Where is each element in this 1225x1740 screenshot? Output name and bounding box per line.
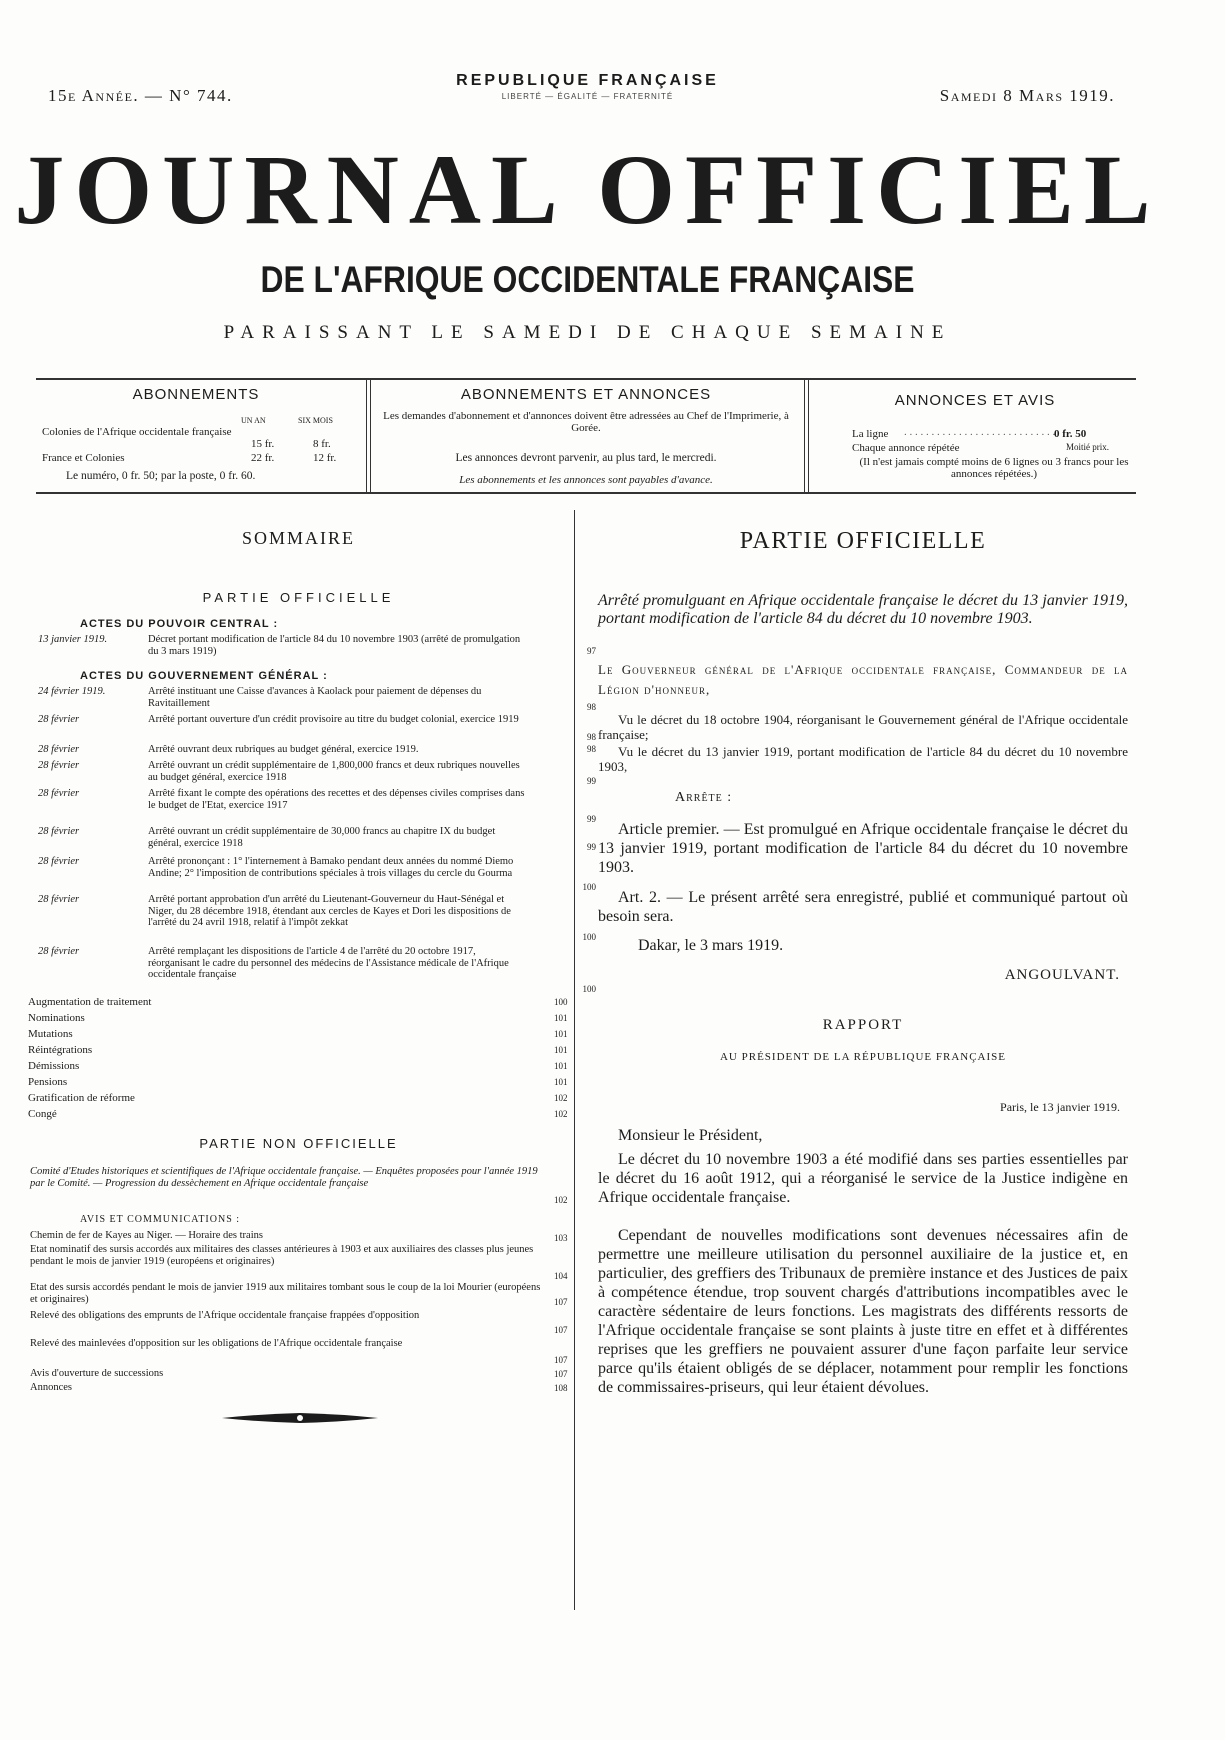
subscriptions-heading: ABONNEMENTS [132,386,260,403]
entry-date: 28 février [38,760,80,771]
signature: ANGOULVANT. [1004,967,1120,983]
entry-page: 107 [554,1325,568,1335]
subscription-box [36,378,1136,494]
article-premier: Article premier. — Est promulgué en Afrique occidentale française le décret du 13 janvier 1919, portant modification de l'article 84 du décret du 10 novembre 1903. [598,821,1128,876]
entry-date: 28 février [38,788,80,799]
entry-page: 102 [554,1109,568,1119]
entry-text: Arrêté ouvrant deux rubriques au budget général, exercice 1919. [148,744,419,755]
entry-page: 100 [582,984,596,994]
avis-entry: Etat nominatif des sursis accordés aux militaires des classes antérieures à 1903 et aux auxiliaires des classes plus jeunes pendant le mois de janvier 1919 (européens et originaires) [30,1244,534,1267]
rapport-heading: RAPPORT [822,1017,904,1033]
entry-date: 28 février [38,826,80,837]
rapport-paragraph-1: Le décret du 10 novembre 1903 a été modifié dans ses parties essentielles par le décret du 16 août 1912, qui a réorganisé le service de la Justice indigène en Afrique occidentale française. [598,1151,1128,1206]
arrete-title: Arrêté promulguant en Afrique occidentale française le décret du 13 janvier 1919, portant modification de l'article 84 du décret du 10 novembre 1903. [598,592,1128,627]
entry-page: 100 [582,882,596,892]
annonces-avis-column [814,380,1136,492]
entry-page: 107 [554,1369,568,1379]
sommaire-misc-entry: Congé [28,1108,57,1120]
sommaire-misc-entry: Réintégrations [28,1044,93,1056]
colonies-year-price: 15 fr. [251,438,275,450]
sommaire-misc-entry: Démissions [28,1060,80,1072]
entry-page: 102 [554,1195,568,1205]
entry-page: 98 [587,744,596,754]
entry-text: Arrêté remplaçant les dispositions de l'article 4 de l'arrêté du 20 octobre 1917, réorganisant le cadre du personnel des médecins de l'Assistance médicale de l'Afrique occidentale française [148,946,509,980]
sommaire-misc-entry: Pensions [28,1076,68,1088]
colonies-six-price: 8 fr. [313,438,331,450]
partie-officielle-title: PARTIE OFFICIELLE [739,528,987,554]
entry-text: Arrêté fixant le compte des opérations des recettes et des dépenses civiles comprises dans le budget de l'Etat, exercice 1917 [148,788,525,811]
entry-text: Arrêté ouvrant un crédit supplémentaire de 30,000 francs au chapitre IX du budget général, exercice 1918 [148,826,496,849]
article-2: Art. 2. — Le présent arrêté sera enregistré, publié et communiqué partout où besoin sera. [598,889,1128,925]
avis-heading: AVIS ET COMMUNICATIONS : [80,1214,241,1225]
colonies-label: Colonies de l'Afrique occidentale française [42,426,232,438]
entry-date: 24 février 1919. [38,686,106,697]
france-label: France et Colonies [42,452,125,464]
journal-subtitle: DE L'AFRIQUE OCCIDENTALE FRANÇAISE [260,259,915,300]
annonces-avis-heading: ANNONCES ET AVIS [894,392,1056,409]
avis-entry: Annonces [30,1382,72,1393]
entry-page: 101 [554,1045,568,1055]
payable-in-advance: Les abonnements et les annonces sont payables d'avance. [459,474,713,486]
ornament-divider [220,1410,380,1426]
sommaire-misc-entry: Augmentation de traitement [28,996,152,1008]
place-date: Dakar, le 3 mars 1919. [638,937,784,954]
entry-text: Arrêté portant approbation d'un arrêté du Lieutenant-Gouverneur du Haut-Sénégal et Niger, du 28 décembre 1918, étendant aux cercles de Kayes et Dori les dispositions de l'arrêté du 24 avril 1918, relatif à l'impôt zekkat [148,894,511,928]
entry-text: Arrêté prononçant : 1° l'internement à Bamako pendant deux années du nommé Diemo Andine; 2° l'imposition de contributions spéciales à trois villages du cercle du Gourma [148,856,514,879]
entry-page: 99 [587,814,596,824]
annonce-repetee-label: Chaque annonce répétée [852,442,960,454]
journal-title: JOURNAL OFFICIEL [14,134,1161,245]
vu-decret-1904: Vu le décret du 18 octobre 1904, réorganisant le Gouvernement général de l'Afrique occidentale française; [598,712,1128,742]
sommaire-misc-entry: Gratification de réforme [28,1092,135,1104]
entry-page: 108 [554,1383,568,1393]
abonnements-address: Les demandes d'abonnement et d'annonces doivent être adressées au Chef de l'Imprimerie, à Gorée. [383,410,789,434]
france-six-price: 12 fr. [313,452,337,464]
comite-entry: Comité d'Etudes historiques et scientifiques de l'Afrique occidentale française. — Enquêtes proposées pour l'année 1919 par le Comité. — Progression du dessèchement en Afrique occidentale française [30,1166,538,1189]
entry-date: 28 février [38,856,80,867]
entry-page: 101 [554,1061,568,1071]
column-divider [574,510,575,1610]
entry-date: 13 janvier 1919. [38,634,108,645]
entry-page: 101 [554,1029,568,1039]
issue-date: Samedi 8 Mars 1919. [939,86,1115,105]
avis-entry: Avis d'ouverture de successions [30,1368,164,1379]
entry-page: 101 [554,1077,568,1087]
entry-page: 101 [554,1013,568,1023]
annonces-deadline: Les annonces devront parvenir, au plus tard, le mercredi. [455,452,717,464]
entry-page: 98 [587,702,596,712]
abonnements-annonces-column [376,380,796,492]
entry-date: 28 février [38,946,80,957]
entry-text: Arrêté ouvrant un crédit supplémentaire de 1,800,000 francs et deux rubriques nouvelles au budget général, exercice 1918 [148,760,520,783]
rapport-paragraph-2: Cependant de nouvelles modifications sont devenues nécessaires afin de permettre une meilleure utilisation du personnel auxiliaire de la justice et, en particulier, des greffiers des Tribunaux de première instance et des Justices de paix à compétence étendue, trop souvent chargés d'attributions incompatibles avec le caractère sédentaire de leurs fonctions. Les magistrats des différents ressorts de l'Afrique occidentale française se sont plaints à juste titre en effet et à différentes reprises que les greffiers ne pouvaient assurer d'une façon parfaite leur service parce qu'ils étaient obligés de se déplacer, notamment pour remplir les fonctions de commissaires-priseurs, qui leur étaient dévolues. [598,1227,1128,1396]
republic-motto: LIBERTÉ — ÉGALITÉ — FRATERNITÉ [501,92,674,101]
annonce-repetee-price: Moitié prix. [1066,442,1109,452]
entry-date: 28 février [38,714,80,725]
france-year-price: 22 fr. [251,452,275,464]
actes-pouvoir-central-heading: ACTES DU POUVOIR CENTRAL : [80,618,279,630]
rapport-recipient: AU PRÉSIDENT DE LA RÉPUBLIQUE FRANÇAISE [719,1051,1006,1063]
entry-page: 99 [587,776,596,786]
entry-page: 98 [587,732,596,742]
entry-page: 104 [554,1271,568,1281]
sommaire-entry [38,634,598,660]
entry-page: 103 [554,1233,568,1243]
publication-frequency: PARAISSANT LE SAMEDI DE CHAQUE SEMAINE [223,322,952,343]
single-issue-price: Le numéro, 0 fr. 50; par la poste, 0 fr. 60. [66,470,256,482]
arrete-heading: Arrête : [675,790,733,805]
actes-gouvernement-general-heading: ACTES DU GOUVERNEMENT GÉNÉRAL : [80,670,328,682]
un-an-header: UN AN [241,416,266,425]
sommaire-partie-officielle: PARTIE OFFICIELLE [202,590,395,605]
entry-page: 107 [554,1355,568,1365]
entry-page: 99 [587,842,596,852]
vu-decret-1919: Vu le décret du 13 janvier 1919, portant modification de l'article 84 du décret du 10 novembre 1903, [598,744,1128,774]
abonnements-annonces-heading: ABONNEMENTS ET ANNONCES [460,386,712,403]
entry-page: 97 [587,646,596,656]
entry-page: 100 [582,932,596,942]
entry-date: 28 février [38,744,80,755]
avis-entry: Relevé des obligations des emprunts de l'Afrique occidentale française frappées d'opposition [30,1310,420,1321]
partie-non-officielle-heading: PARTIE NON OFFICIELLE [199,1136,398,1151]
avis-entry: Etat des sursis accordés pendant le mois de janvier 1919 aux militaires tombant sous le coup de la loi Mourier (européens et originaires) [30,1282,541,1305]
entry-text: Arrêté instituant une Caisse d'avances à Kaolack pour paiement de dépenses du Ravitaillement [148,686,482,709]
six-mois-header: SIX MOIS [298,416,333,425]
column-divider [804,380,809,492]
entry-page: 100 [554,997,568,1007]
sommaire-misc-entry: Nominations [28,1012,85,1024]
la-ligne-price: 0 fr. 50 [1054,428,1087,440]
dot-leader: . . . . . . . . . . . . . . . . . . . . . . . . . . . . [904,426,1056,438]
entry-page: 102 [554,1093,568,1103]
issue-number: 15e Année. — N° 744. [48,86,233,105]
entry-text: Décret portant modification de l'article 84 du 10 novembre 1903 (arrêté de promulgation du 3 mars 1919) [148,634,521,657]
annonces-note: (Il n'est jamais compté moins de 6 lignes ou 3 francs pour les annonces répétées.) [859,456,1129,480]
la-ligne-label: La ligne [852,428,889,440]
rapport-date: Paris, le 13 janvier 1919. [1000,1100,1120,1114]
subscriptions-column [36,380,356,492]
entry-text: Arrêté portant ouverture d'un crédit provisoire au titre du budget colonial, exercice 1919 [148,714,519,725]
gouverneur-line: Le Gouverneur général de l'Afrique occidentale française, Commandeur de la Légion d'honneur, [598,662,1128,697]
sommaire-misc-entry: Mutations [28,1028,73,1040]
entry-date: 28 février [38,894,80,905]
column-divider [366,380,371,492]
avis-entry: Relevé des mainlevées d'opposition sur les obligations de l'Afrique occidentale française [30,1338,403,1349]
sommaire-title: SOMMAIRE [241,528,355,548]
salutation: Monsieur le Président, [618,1127,763,1144]
avis-entry: Chemin de fer de Kayes au Niger. — Horaire des trains [30,1230,263,1241]
republic-heading: REPUBLIQUE FRANÇAISE [456,72,719,89]
entry-page: 107 [554,1297,568,1307]
